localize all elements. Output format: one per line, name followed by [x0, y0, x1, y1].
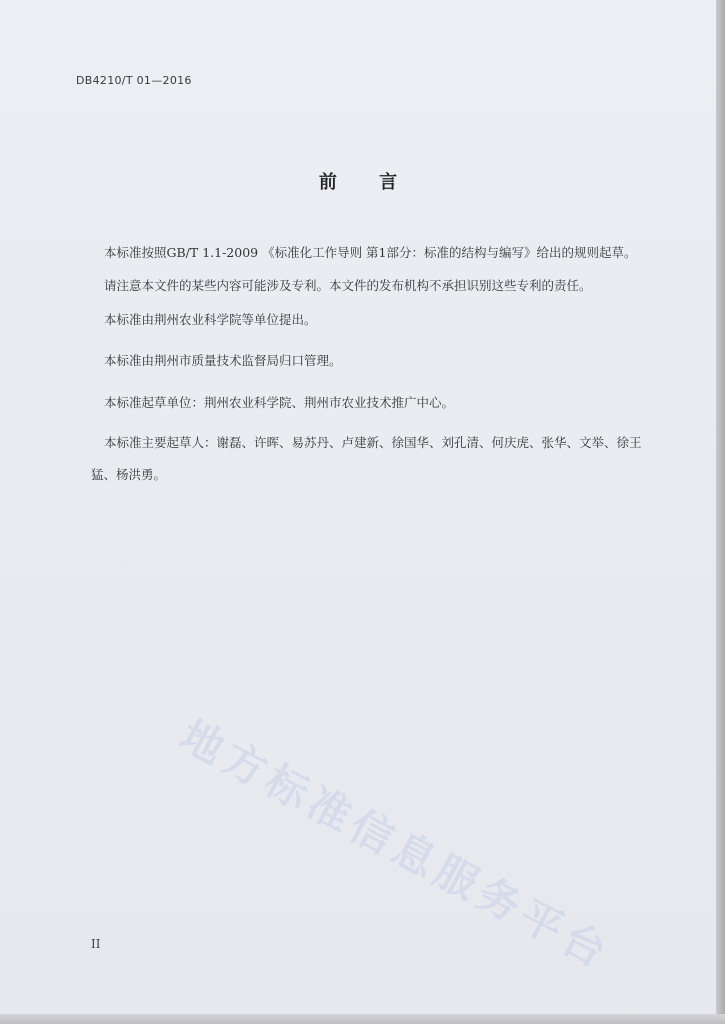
paragraph-drafting-rules: 本标准按照GB/T 1.1-2009 《标准化工作导则 第1部分：标准的结构与编写》给出的规则起草。: [104, 245, 637, 260]
paragraph-drafting-units: 本标准起草单位：荆州农业科学院、荆州市农业技术推广中心。: [104, 395, 455, 410]
scan-right-edge: [716, 0, 725, 1024]
paragraph-proposer: 本标准由荆州农业科学院等单位提出。: [104, 312, 317, 327]
scan-bottom-edge: [0, 1014, 725, 1024]
page-title: 前 言: [318, 172, 416, 193]
page-number: II: [91, 937, 101, 951]
paragraph-drafters: 本标准主要起草人：谢磊、许晖、易苏丹、卢建新、徐国华、刘孔清、何庆虎、张华、文举、徐王猛、杨洪勇。: [91, 435, 642, 482]
document-code: DB4210/T 01—2016: [76, 74, 192, 87]
paragraph-administrator: 本标准由荆州市质量技术监督局归口管理。: [104, 353, 342, 368]
paragraph-patent-notice: 请注意本文件的某些内容可能涉及专利。本文件的发布机构不承担识别这些专利的责任。: [104, 278, 592, 293]
watermark-text: 地方标准信息服务平台: [172, 710, 620, 980]
